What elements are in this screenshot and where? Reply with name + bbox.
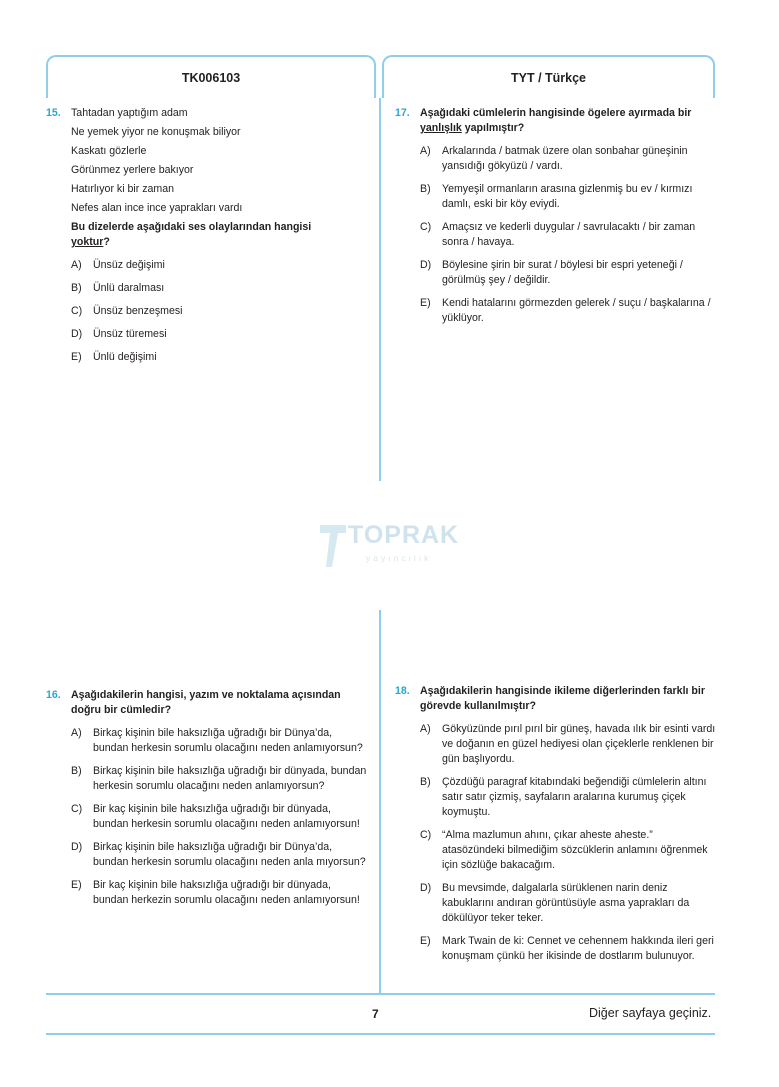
question-17 — [395, 106, 717, 326]
poem-line: Ne yemek yiyor ne konuşmak biliyor — [71, 126, 241, 138]
option-a[interactable] — [71, 258, 368, 273]
option-b[interactable] — [71, 764, 368, 794]
option-text: Amaçsız ve kederli duygular / savrulacaktı / bir zaman sonra / havaya. — [442, 221, 696, 248]
option-letter: C) — [420, 829, 432, 841]
option-e[interactable] — [420, 296, 717, 326]
option-text: Ünlü daralması — [93, 282, 165, 294]
question-16 — [46, 688, 368, 908]
option-letter: B) — [420, 183, 431, 195]
option-letter: B) — [71, 282, 82, 294]
option-text: Çözdüğü paragraf kitabındaki beğendiği cümlelerin altını satır satır çizmiş, sayfaların aralarına kurumuş çiçek koymuştu. — [442, 776, 707, 818]
option-d[interactable] — [71, 327, 368, 342]
publisher-logo-icon — [318, 519, 348, 569]
option-text: Bu mevsimde, dalgalarla sürüklenen narin deniz kabuklarını andıran görüntüsüyle asma yaprakları da dökülüyor teker teker. — [442, 882, 690, 924]
option-e[interactable] — [71, 878, 368, 908]
option-text: Böylesine şirin bir surat / böylesi bir espri yeteneği / görülmüş şey / değildir. — [442, 259, 683, 286]
option-c[interactable] — [420, 220, 717, 250]
option-text: Mark Twain de ki: Cennet ve cehennem hakkında ileri geri konuşmam çünkü her ikisinde de dostlarım bulunuyor. — [442, 935, 714, 962]
question-stem — [71, 220, 368, 250]
option-e[interactable] — [71, 350, 368, 365]
option-letter: E) — [71, 351, 82, 363]
question-number: 18. — [395, 685, 410, 697]
option-c[interactable] — [420, 828, 717, 873]
stem-text: Bu dizelerde aşağıdaki ses olaylarından hangisi — [71, 221, 312, 233]
option-text: Ünsüz benzeşmesi — [93, 305, 183, 317]
option-text: Birkaç kişinin bile haksızlığa uğradığı bir Dünya’da, bundan herkesin sorumlu olacağını neden anlamıyorsun? — [93, 727, 363, 754]
option-letter: A) — [71, 727, 82, 739]
option-text: Yemyeşil ormanların arasına gizlenmiş bu ev / kırmızı damlı, eski bir köy eviydi. — [442, 183, 693, 210]
question-15 — [46, 106, 368, 365]
poem-lines — [71, 106, 368, 216]
option-text: “Alma mazlumun ahını, çıkar aheste aheste.” atasözündeki bilmediğim sözcüklerin anlamını öğrenmek için sözlüğe bakacağım. — [442, 829, 708, 871]
option-text: Ünsüz değişimi — [93, 259, 165, 271]
watermark-sub: yayıncılık — [366, 553, 432, 563]
option-text: Arkalarında / batmak üzere olan sonbahar güneşinin yansıdığı gökyüzü / vardı. — [442, 145, 688, 172]
option-a[interactable] — [420, 144, 717, 174]
option-letter: D) — [420, 259, 432, 271]
question-stem: Aşağıdakilerin hangisi, yazım ve noktalama açısından doğru bir cümledir? — [71, 689, 341, 716]
option-b[interactable] — [420, 182, 717, 212]
stem-end: ? — [103, 236, 110, 248]
publisher-watermark — [318, 517, 460, 579]
option-letter: A) — [71, 259, 82, 271]
option-text: Kendi hatalarını görmezden gelerek / suçu / başkalarına / yüklüyor. — [442, 297, 711, 324]
option-text: Birkaç kişinin bile haksızlığa uğradığı bir Dünya’da, bundan herkesin sorumlu olacağını neden anla mıyorsun? — [93, 841, 366, 868]
option-b[interactable] — [420, 775, 717, 820]
poem-line: Görünmez yerlere bakıyor — [71, 164, 194, 176]
option-d[interactable] — [420, 258, 717, 288]
option-b[interactable] — [71, 281, 368, 296]
option-text: Ünsüz türemesi — [93, 328, 167, 340]
option-letter: A) — [420, 145, 431, 157]
poem-line: Hatırlıyor ki bir zaman — [71, 183, 175, 195]
option-text: Birkaç kişinin bile haksızlığa uğradığı bir dünyada, bundan herkesin sorumlu olacağını neden anlamıyorsun? — [93, 765, 367, 792]
option-text: Gökyüzünde pırıl pırıl bir güneş, havada ılık bir esinti vardı ve doğanın en güzel hediyesi olan çiçeklerle renklenen bir gün başlıyordu. — [442, 723, 716, 765]
question-number: 17. — [395, 107, 410, 119]
stem-text: Aşağıdaki cümlelerin hangisinde ögelere ayırmada bir — [420, 107, 692, 119]
question-number: 16. — [46, 689, 61, 701]
option-letter: E) — [420, 935, 431, 947]
option-letter: E) — [420, 297, 431, 309]
stem-end: yapılmıştır? — [464, 122, 525, 134]
column-divider-bottom — [379, 610, 381, 993]
option-c[interactable] — [71, 304, 368, 319]
question-stem: Aşağıdakilerin hangisinde ikileme diğerlerinden farklı bir görevde kullanılmıştır? — [420, 685, 705, 712]
option-a[interactable] — [420, 722, 717, 767]
booklet-code-header — [46, 55, 376, 98]
poem-line: Tahtadan yaptığım adam — [71, 107, 188, 119]
option-letter: D) — [71, 841, 83, 853]
option-letter: D) — [420, 882, 432, 894]
option-c[interactable] — [71, 802, 368, 832]
stem-emphasis: yoktur — [71, 236, 104, 248]
footer-rule-top — [46, 993, 715, 995]
option-text: Ünlü değişimi — [93, 351, 157, 363]
option-letter: C) — [71, 803, 83, 815]
option-a[interactable] — [71, 726, 368, 756]
option-letter: D) — [71, 328, 83, 340]
poem-line: Nefes alan ince ince yaprakları vardı — [71, 202, 243, 214]
option-text: Bir kaç kişinin bile haksızlığa uğradığı bir dünyada, bundan herkesin sorumlu olacağını neden anlamıyorsun! — [93, 803, 360, 830]
option-letter: B) — [420, 776, 431, 788]
question-number: 15. — [46, 107, 61, 119]
watermark-brand: TOPRAK — [348, 521, 460, 549]
option-e[interactable] — [420, 934, 717, 964]
subject-title: TYT / Türkçe — [510, 70, 587, 85]
option-letter: C) — [71, 305, 83, 317]
question-18 — [395, 684, 717, 964]
poem-line: Kaskatı gözlerle — [71, 145, 147, 157]
stem-emphasis: yanlışlık — [420, 122, 462, 134]
next-page-note: Diğer sayfaya geçiniz. — [589, 1006, 712, 1020]
page-number: 7 — [372, 1007, 379, 1021]
option-d[interactable] — [420, 881, 717, 926]
option-letter: B) — [71, 765, 82, 777]
option-d[interactable] — [71, 840, 368, 870]
option-letter: C) — [420, 221, 432, 233]
booklet-code: TK006103 — [181, 70, 241, 85]
option-letter: E) — [71, 879, 82, 891]
option-letter: A) — [420, 723, 431, 735]
footer-rule-bottom — [46, 1033, 715, 1035]
column-divider-top — [379, 98, 381, 481]
option-text: Bir kaç kişinin bile haksızlığa uğradığı bir dünyada, bundan herkezin sorumlu olacağını neden anlamıyorsun! — [93, 879, 360, 906]
question-stem — [420, 106, 717, 136]
subject-header — [382, 55, 715, 98]
